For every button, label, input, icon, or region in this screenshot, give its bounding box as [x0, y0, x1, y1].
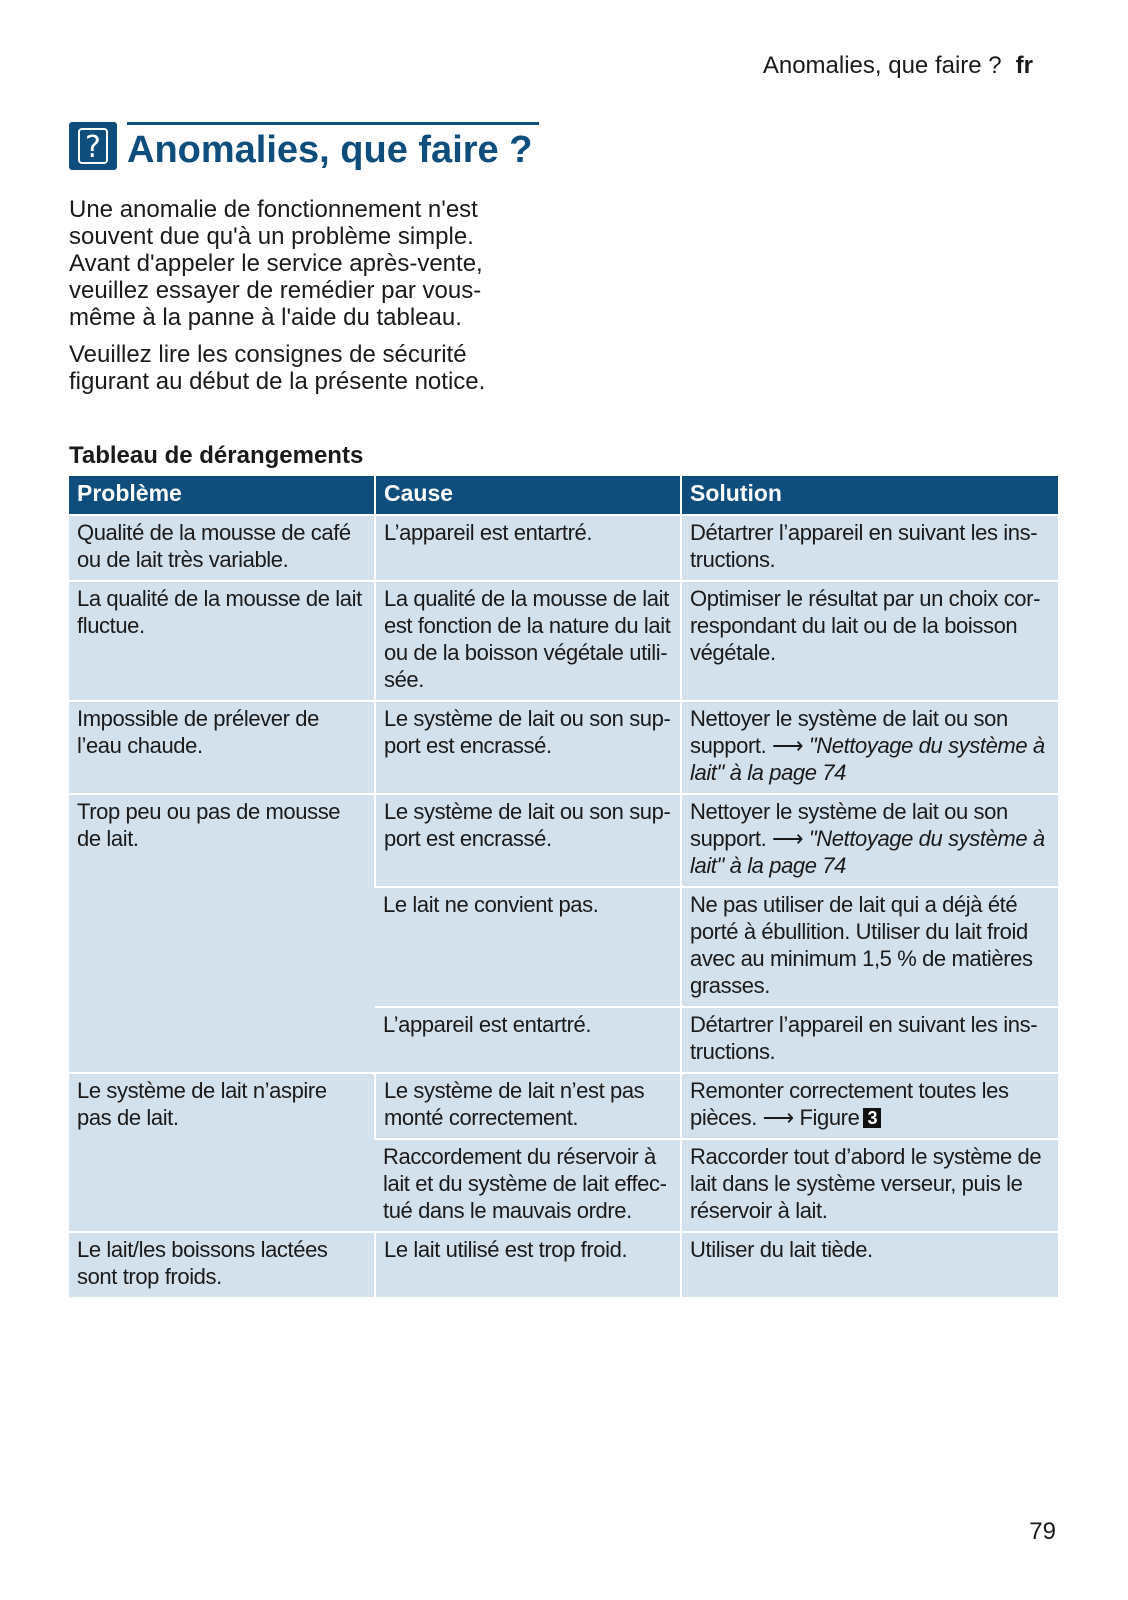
solution-cell: Utiliser du lait tiède. — [681, 1232, 1058, 1297]
cause-cell: L’appareil est entartré. — [375, 515, 681, 581]
cross-reference-arrow-icon: ⟶ — [772, 733, 804, 758]
solution-cell: Détartrer l’appareil en suivant les instructions. — [681, 515, 1058, 581]
table-row — [69, 701, 1058, 794]
page-number: 79 — [1029, 1518, 1056, 1545]
solution-cell: Optimiser le résultat par un choix correspondant du lait ou de la boisson végétale. — [681, 581, 1058, 701]
table-header-row — [69, 476, 1058, 515]
solution-text: Nettoyer le système de lait ou son support. — [690, 706, 1008, 758]
solution-cell: Détartrer l’appareil en suivant les instructions. — [681, 1007, 1058, 1073]
cause-cell: L’appareil est entartré. — [375, 1007, 681, 1073]
problem-cell: Qualité de la mousse de café ou de lait très variable. — [69, 515, 375, 581]
solution-cell — [681, 794, 1058, 887]
cause-cell: Le système de lait n’est pas monté correctement. — [375, 1073, 681, 1139]
help-question-icon — [69, 122, 117, 170]
language-tag: fr — [1015, 52, 1033, 79]
cross-reference-arrow-icon: ⟶ — [762, 1105, 794, 1130]
cross-reference-arrow-icon: ⟶ — [772, 826, 804, 851]
cause-cell: Raccordement du réservoir à lait et du système de lait effectué dans le mauvais ordre. — [375, 1139, 681, 1232]
cause-cell: La qualité de la mousse de lait est fonction de la nature du lait ou de la boisson végétale utilisée. — [375, 581, 681, 701]
solution-cell: Ne pas utiliser de lait qui a déjà été porté à ébullition. Utiliser du lait froid avec au minimum 1,5 % de matières grasses. — [681, 887, 1058, 1007]
table-row — [69, 1073, 1058, 1139]
solution-cell — [681, 1073, 1058, 1139]
cause-cell: Le système de lait ou son support est encrassé. — [375, 794, 681, 887]
table-title: Tableau de dérangements — [69, 442, 364, 469]
table-row — [69, 515, 1058, 581]
solution-cell — [681, 701, 1058, 794]
problem-cell: Le système de lait n’aspire pas de lait. — [69, 1073, 375, 1232]
help-question-glyph: ? — [78, 128, 108, 164]
table-row — [69, 581, 1058, 701]
problem-cell: Impossible de prélever de l’eau chaude. — [69, 701, 375, 794]
cause-cell: Le lait ne convient pas. — [375, 887, 681, 1007]
page-reference-link[interactable]: "Nettoyage du système à lait" à la page 74 — [690, 733, 1045, 785]
intro-paragraph-1: Une anomalie de fonctionnement n'est souvent due qu'à un problème simple. Avant d'appeler le service après-vente, veuillez essayer de remédier par vous-même à la panne à l'aide du tableau. — [69, 196, 483, 331]
solution-text: Remonter correctement toutes les pièces. — [690, 1078, 1009, 1130]
problem-cell: Le lait/les boissons lactées sont trop froids. — [69, 1232, 375, 1297]
problem-cell: Trop peu ou pas de mousse de lait. — [69, 794, 375, 1073]
figure-reference-link[interactable]: Figure — [799, 1105, 860, 1130]
heading-rule — [127, 122, 539, 125]
header-problem: Problème — [69, 476, 375, 515]
table-row — [69, 794, 1058, 887]
header-cause: Cause — [375, 476, 681, 515]
page-reference-link[interactable]: "Nettoyage du système à lait" à la page 74 — [690, 826, 1045, 878]
cause-cell: Le système de lait ou son support est encrassé. — [375, 701, 681, 794]
solution-text: Nettoyer le système de lait ou son support. — [690, 799, 1008, 851]
troubleshooting-table — [69, 476, 1058, 1297]
intro-paragraph-2: Veuillez lire les consignes de sécurité figurant au début de la présente notice. — [69, 341, 486, 395]
intro-text — [69, 196, 539, 405]
cause-cell: Le lait utilisé est trop froid. — [375, 1232, 681, 1297]
running-header — [763, 52, 1033, 80]
running-header-section: Anomalies, que faire ? — [762, 52, 1002, 79]
solution-cell: Raccorder tout d’abord le système de lait dans le système verseur, puis le réservoir à lait. — [681, 1139, 1058, 1232]
header-solution: Solution — [681, 476, 1058, 515]
problem-cell: La qualité de la mousse de lait fluctue. — [69, 581, 375, 701]
page-title: Anomalies, que faire ? — [127, 129, 533, 171]
table-row — [69, 1232, 1058, 1297]
figure-number-badge: 3 — [863, 1108, 881, 1128]
